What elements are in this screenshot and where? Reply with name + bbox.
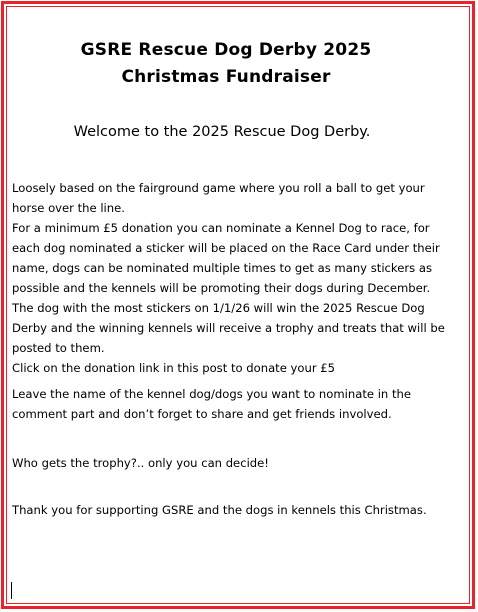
paragraph-trophy: Who gets the trophy?.. only you can decide!	[12, 456, 269, 470]
text-cursor[interactable]	[11, 582, 12, 599]
welcome-text: Welcome to the 2025 Rescue Dog Derby.	[73, 124, 371, 140]
paragraph-thanks: Thank you for supporting GSRE and the dogs in kennels this Christmas.	[12, 503, 427, 517]
document-title-line1: GSRE Rescue Dog Derby 2025	[80, 40, 372, 60]
paragraph-winner: The dog with the most stickers on 1/1/26 will win the 2025 Rescue Dog Derby and the winning kennels will receive a trophy and treats that will be posted to them.	[12, 301, 445, 355]
paragraph-nominate: Leave the name of the kennel dog/dogs you want to nominate in the comment part and don’t forget to share and get friends involved.	[12, 387, 411, 421]
document-title-line2: Christmas Fundraiser	[121, 67, 331, 87]
paragraph-donation-rules: For a minimum £5 donation you can nominate a Kennel Dog to race, for each dog nominated a sticker will be placed on the Race Card under their name, dogs can be nominated multiple times to get as many stickers as possible and the kennels will be promoting their dogs during December.	[12, 221, 440, 295]
paragraph-donate-link: Click on the donation link in this post to donate your £5	[12, 361, 336, 375]
paragraph-intro: Loosely based on the fairground game where you roll a ball to get your horse over the line.	[12, 181, 425, 215]
